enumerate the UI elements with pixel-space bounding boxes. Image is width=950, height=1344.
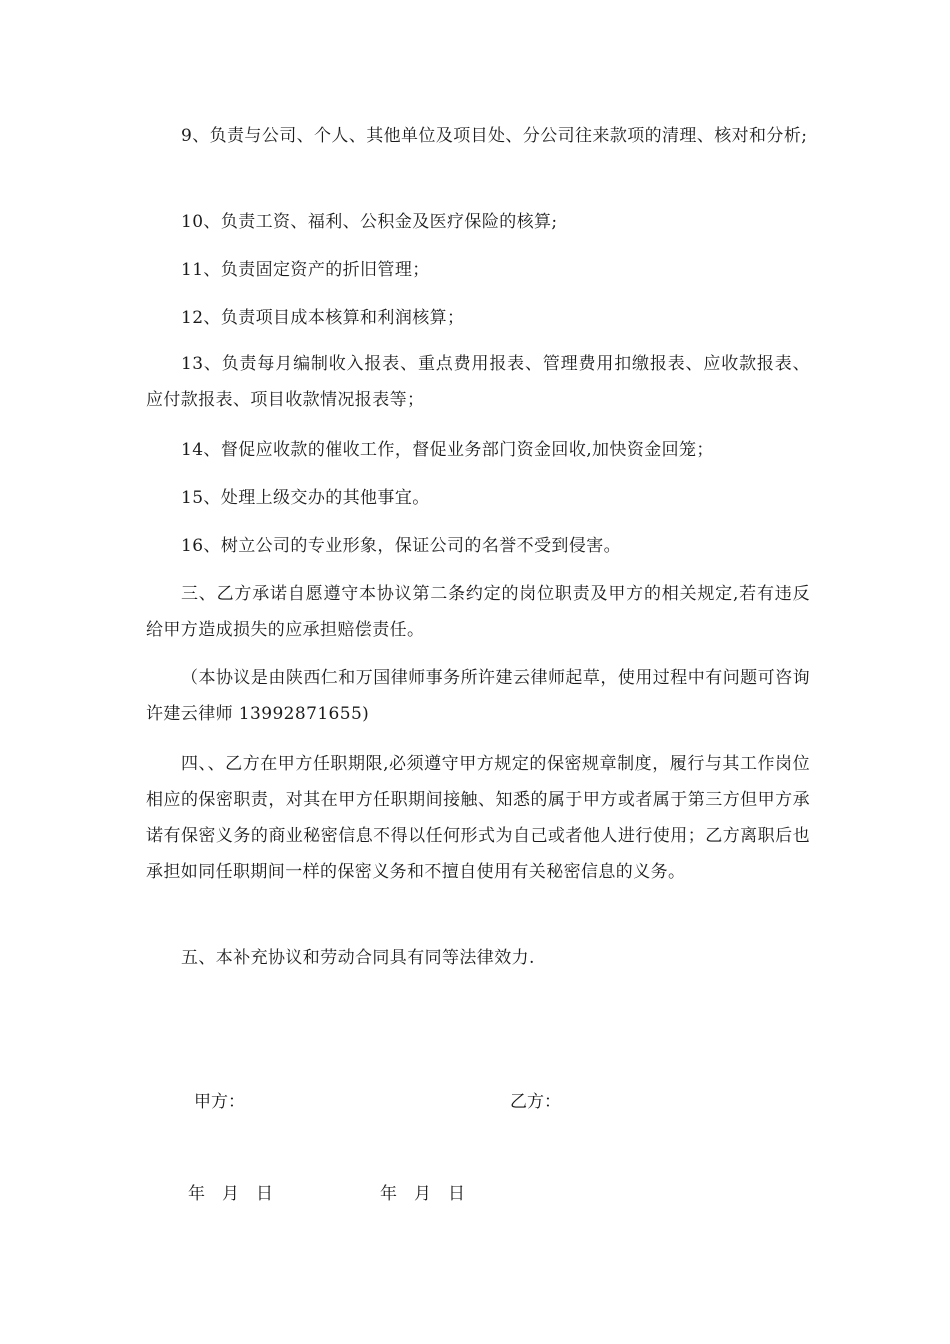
drafting-note: （本协议是由陕西仁和万国律师事务所许建云律师起草，使用过程中有问题可咨询许建云律师 13992871655): [146, 668, 810, 724]
clause-three: 三、乙方承诺自愿遵守本协议第二条约定的岗位职责及甲方的相关规定,若有违反给甲方造成损失的应承担赔偿责任。: [146, 584, 810, 640]
party-a-date: 年 月 日: [188, 1184, 273, 1204]
paragraph-item-12: 12、负责项目成本核算和利润核算；: [181, 308, 465, 328]
clause-five: 五、本补充协议和劳动合同具有同等法律效力.: [181, 948, 535, 968]
paragraph-item-11: 11、负责固定资产的折旧管理；: [181, 260, 430, 280]
paragraph-item-16: 16、树立公司的专业形象，保证公司的名誉不受到侵害。: [181, 536, 622, 556]
party-b-date: 年 月 日: [380, 1184, 465, 1204]
clause-four: 四、、乙方在甲方任职期限,必须遵守甲方规定的保密规章制度，履行与其工作岗位相应的保密职责，对其在甲方任职期间接触、知悉的属于甲方或者属于第三方但甲方承诺有保密义务的商业秘密信息不得以任何形式为自己或者他人进行使用；乙方离职后也承担如同任职期间一样的保密义务和不擅自使用有关秘密信息的义务。: [146, 754, 810, 882]
paragraph-item-14: 14、督促应收款的催收工作，督促业务部门资金回收,加快资金回笼；: [181, 440, 714, 460]
party-a-label: 甲方：: [194, 1092, 245, 1112]
paragraph-item-9: 9、负责与公司、个人、其他单位及项目处、分公司往来款项的清理、核对和分析;: [181, 126, 808, 146]
party-b-label: 乙方：: [510, 1092, 561, 1112]
paragraph-item-15: 15、处理上级交办的其他事宜。: [181, 488, 430, 508]
paragraph-item-10: 10、负责工资、福利、公积金及医疗保险的核算;: [181, 212, 558, 232]
paragraph-item-13: 13、负责每月编制收入报表、重点费用报表、管理费用扣缴报表、应收款报表、应付款报表、项目收款情况报表等；: [146, 354, 810, 410]
